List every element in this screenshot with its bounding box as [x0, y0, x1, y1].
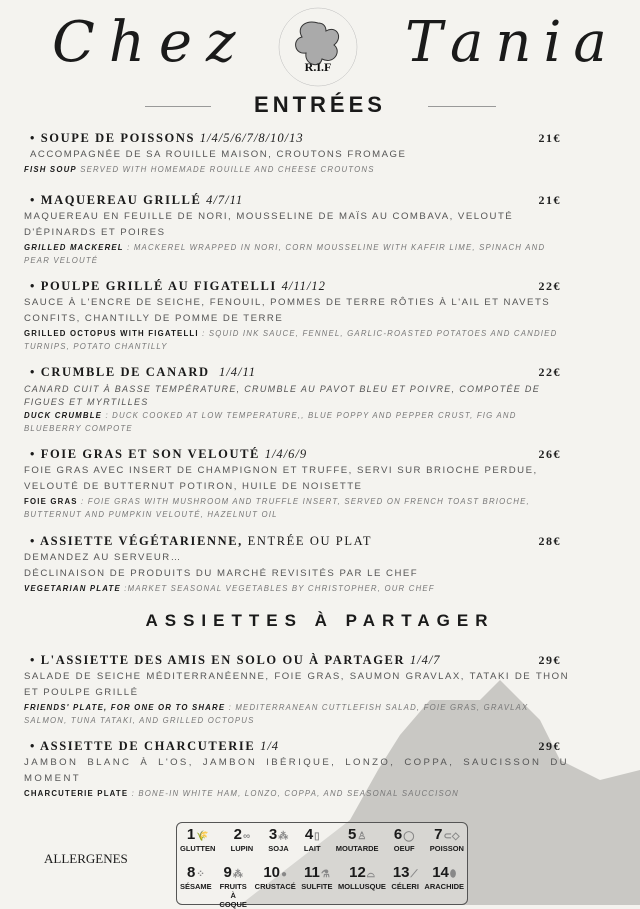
allergen-name: ARACHIDE — [424, 882, 464, 891]
item-price: 21€ — [538, 193, 561, 207]
item-description: SAUCE À L'ENCRE DE SEICHE, FENOUIL, POMMES DE TERRE RÔTIES À L'AIL ET NAVETS CONFITS, CHANTILLY DE POMME DE TERRE — [24, 297, 551, 324]
allergen-name: SOJA — [268, 844, 289, 853]
bullet: • — [30, 131, 41, 145]
shell-icon: ⌓ — [366, 869, 375, 880]
item-english: FISH SOUP SERVED WITH HOMEMADE ROUILLE AND CHEESE CROUTONS — [24, 165, 375, 174]
celery-icon: ⟋ — [410, 869, 418, 880]
svg-text:R.I.F: R.I.F — [304, 60, 332, 74]
menu-item: • MAQUEREAU GRILLÉ 4/7/11 21€ MAQUEREAU EN FEUILLE DE NORI, MOUSSELINE DE MAÏS AU COMBAVA, VELOUTÉ D'ÉPINARDS ET POIRES GRILLED MACKEREL : MACKEREL WRAPPED IN NORI, CORN MOUSSELINE WITH KAFFIR LIME, SPINACH AND PEAR VELOUTÉ — [24, 191, 569, 267]
item-description: DEMANDEZ AU SERVEUR… — [24, 552, 182, 563]
allergen-7 — [430, 826, 464, 853]
allergen-number: 13 — [392, 864, 410, 881]
shrimp-icon: ● — [281, 869, 288, 880]
item-description: MAQUEREAU EN FEUILLE DE NORI, MOUSSELINE DE MAÏS AU COMBAVA, VELOUTÉ D'ÉPINARDS ET POIRES — [24, 211, 514, 238]
allergen-number: 3 — [268, 826, 278, 843]
allergen-10 — [255, 864, 296, 891]
allergen-name: MOLLUSQUE — [338, 882, 386, 891]
item-allergens: 1/4/7 — [409, 653, 441, 667]
allergen-1 — [180, 826, 215, 853]
allergen-number: 4 — [304, 826, 314, 843]
allergen-3 — [268, 826, 288, 853]
allergen-14 — [424, 864, 464, 891]
allergen-13 — [391, 864, 419, 891]
item-name: SOUPE DE POISSONS — [40, 131, 196, 145]
allergen-5 — [336, 826, 379, 853]
item-name: ASSIETTE DE CHARCUTERIE — [40, 739, 256, 753]
item-price: 22€ — [538, 365, 561, 379]
allergen-number: 10 — [263, 864, 281, 881]
allergen-name: LAIT — [303, 844, 321, 853]
item-name: POULPE GRILLÉ AU FIGATELLI — [40, 279, 277, 293]
item-english: VEGETARIAN PLATE :MARKET SEASONAL VEGETABLES BY CHRISTOPHER, OUR CHEF — [24, 584, 435, 593]
allergen-name: MOUTARDE — [335, 844, 379, 853]
allergen-11 — [301, 864, 332, 891]
item-english: GRILLED OCTOPUS WITH FIGATELLI : SQUID INK SAUCE, FENNEL, GARLIC-ROASTED POTATOES AND CANDIED TURNIPS, POTATO CHANTILLY — [24, 329, 558, 351]
milk-icon: ▯ — [314, 831, 320, 842]
rif-logo — [276, 5, 360, 89]
menu-item: • ASSIETTE VÉGÉTARIENNE, ENTRÉE OU PLAT 28€ DEMANDEZ AU SERVEUR… DÉCLINAISON DE PRODUITS DU MARCHÉ REVISITÉS PAR LE CHEF VEGETARIAN PLATE :MARKET SEASONAL VEGETABLES BY CHRISTOPHER, OUR CHEF — [24, 532, 569, 595]
item-allergens: 1/4 — [260, 739, 280, 753]
item-name-suffix: ENTRÉE OU PLAT — [242, 534, 373, 548]
item-description: JAMBON BLANC À L'OS, JAMBON IBÉRIQUE, LONZO, COPPA, SAUCISSON DU MOMENT — [24, 757, 569, 784]
item-english: FOIE GRAS : FOIE GRAS WITH MUSHROOM AND TRUFFLE INSERT, SERVED ON FRENCH TOAST BRIOCHE, BUTTERNUT AND PUMPKIN VELOUTÉ, HAZELNUT OIL — [24, 497, 530, 519]
item-name: L'ASSIETTE DES AMIS EN SOLO OU À PARTAGER — [40, 653, 406, 667]
mustard-icon: ♙ — [357, 831, 367, 842]
allergen-number: 11 — [303, 864, 320, 881]
allergen-number: 2 — [233, 826, 242, 843]
egg-icon: ◯ — [403, 831, 415, 842]
item-price: 26€ — [538, 447, 561, 461]
allergen-number: 8 — [186, 864, 196, 881]
fish-icon: ⊂◇ — [443, 831, 460, 842]
allergen-4 — [304, 826, 321, 853]
allergen-number: 12 — [349, 864, 366, 881]
allergen-name: POISSON — [429, 844, 464, 853]
allergen-number: 14 — [432, 864, 449, 881]
item-description: CANARD CUIT À BASSE TEMPÉRATURE, CRUMBLE AU PAVOT BLEU ET POIVRE, COMPOTÉE DE FIGUES ET MYRTILLES — [24, 384, 541, 407]
allergen-8 — [180, 864, 212, 891]
allergen-name: CÉLERI — [391, 882, 419, 891]
item-price: 28€ — [538, 534, 561, 548]
allergens-row — [180, 826, 464, 864]
flask-icon: ⚗ — [320, 869, 330, 880]
item-allergens: 4/7/11 — [206, 193, 244, 207]
allergen-name: LUPIN — [230, 844, 254, 853]
lupin-icon: ∞ — [242, 831, 251, 842]
allergen-number: 7 — [434, 826, 443, 843]
item-english: FRIENDS' PLATE, FOR ONE OR TO SHARE : MEDITERRANEAN CUTTLEFISH SALAD, FOIE GRAS, GRAVLAX SALMON, TUNA TATAKI, AND GRILLED OCTOPUS — [24, 703, 529, 725]
allergen-6 — [394, 826, 415, 853]
item-description: FOIE GRAS AVEC INSERT DE CHAMPIGNON ET TRUFFE, SERVI SUR BRIOCHE PERDUE, VELOUTÉ DE BUTTERNUT POTIRON, HUILE DE NOISETTE — [24, 465, 538, 492]
menu-item: • L'ASSIETTE DES AMIS EN SOLO OU À PARTAGER 1/4/7 29€ SALADE DE SEICHE MÉDITERRANÉENNE, FOIE GRAS, SAUMON GRAVLAX, TATAKI DE THON ET POULPE GRILLÉ FRIENDS' PLATE, FOR ONE OR TO SHARE : MEDITERRANEAN CUTTLEFISH SALAD, FOIE GRAS, GRAVLAX SALMON, TUNA TATAKI, AND GRILLED OCTOPUS — [24, 653, 569, 725]
allergens-legend — [176, 822, 468, 909]
item-allergens: 4/11/12 — [281, 279, 326, 293]
menu-item: • POULPE GRILLÉ AU FIGATELLI 4/11/12 22€ SAUCE À L'ENCRE DE SEICHE, FENOUIL, POMMES DE TERRE RÔTIES À L'AIL ET NAVETS CONFITS, CHANTILLY DE POMME DE TERRE GRILLED OCTOPUS WITH FIGATELLI : SQUID INK SAUCE, FENNEL, GARLIC-ROASTED POTATOES AND CANDIED TURNIPS, POTATO CHANTILLY — [24, 277, 569, 353]
allergen-name: OEUF — [393, 844, 415, 853]
item-allergens: 1/4/11 — [219, 365, 257, 379]
allergen-number: 1 — [186, 826, 196, 843]
section-title-sharing: ASSIETTES À PARTAGER — [145, 611, 495, 630]
allergen-name: SULFITE — [301, 882, 333, 891]
item-description: SALADE DE SEICHE MÉDITERRANÉENNE, FOIE GRAS, SAUMON GRAVLAX, TATAKI DE THON ET POULPE GRILLÉ — [24, 671, 569, 698]
allergens-row — [180, 864, 464, 909]
title-chez: Chez — [52, 10, 250, 75]
soy-icon: ⁂ — [278, 831, 289, 842]
item-price: 21€ — [538, 131, 561, 145]
item-description: DÉCLINAISON DE PRODUITS DU MARCHÉ REVISITÉS PAR LE CHEF — [24, 568, 419, 579]
title-tania: Tania — [405, 10, 619, 75]
item-price: 22€ — [538, 279, 561, 293]
item-allergens: 1/4/5/6/7/8/10/13 — [199, 131, 304, 145]
item-name: CRUMBLE DE CANARD — [40, 365, 210, 379]
section-title-entrees: ENTRÉES — [254, 92, 386, 117]
item-price: 29€ — [538, 653, 561, 667]
allergen-number: 9 — [223, 864, 232, 881]
nut-icon: ⁂ — [232, 869, 243, 880]
item-name: ASSIETTE VÉGÉTARIENNE, — [40, 534, 243, 548]
item-name: MAQUEREAU GRILLÉ — [40, 193, 202, 207]
allergen-12 — [338, 864, 386, 891]
item-allergens: 1/4/6/9 — [264, 447, 308, 461]
item-description: ACCOMPAGNÉE DE SA ROUILLE MAISON, CROUTONS FROMAGE — [30, 149, 407, 160]
item-name: FOIE GRAS ET SON VELOUTÉ — [40, 447, 260, 461]
item-english: DUCK CRUMBLE : DUCK COOKED AT LOW TEMPERATURE,, BLUE POPPY AND PEPPER CRUST, FIG AND BLUEBERRY COMPOTE — [24, 411, 517, 433]
menu-item: • FOIE GRAS ET SON VELOUTÉ 1/4/6/9 26€ FOIE GRAS AVEC INSERT DE CHAMPIGNON ET TRUFFE, SERVI SUR BRIOCHE PERDUE, VELOUTÉ DE BUTTERNUT POTIRON, HUILE DE NOISETTE FOIE GRAS : FOIE GRAS WITH MUSHROOM AND TRUFFLE INSERT, SERVED ON FRENCH TOAST BRIOCHE, BUTTERNUT AND PUMPKIN VELOUTÉ, HAZELNUT OIL — [24, 445, 569, 521]
peanut-icon: ⬮ — [449, 869, 457, 880]
sesame-icon: ⁘ — [196, 869, 205, 880]
wheat-icon: 🌾 — [196, 831, 209, 842]
allergen-name: FRUITS À COQUE — [219, 882, 247, 909]
item-english: CHARCUTERIE PLATE : BONE-IN WHITE HAM, LONZO, COPPA, AND SEASONAL SAUCCISON — [24, 789, 459, 798]
menu-item — [24, 129, 569, 176]
allergen-number: 6 — [393, 826, 403, 843]
allergen-name: SÉSAME — [180, 882, 212, 891]
allergen-number: 5 — [348, 826, 357, 843]
allergen-9 — [217, 864, 249, 909]
item-price: 29€ — [538, 739, 561, 753]
allergen-name: CRUSTACÉ — [254, 882, 296, 891]
allergens-label: ALLERGENES — [44, 851, 128, 866]
menu-item: • CRUMBLE DE CANARD 1/4/11 22€ CANARD CUIT À BASSE TEMPÉRATURE, CRUMBLE AU PAVOT BLEU ET POIVRE, COMPOTÉE DE FIGUES ET MYRTILLES DUCK CRUMBLE : DUCK COOKED AT LOW TEMPERATURE,, BLUE POPPY AND PEPPER CRUST, FIG AND BLUEBERRY COMPOTE — [24, 363, 569, 435]
allergen-name: GLUTTEN — [180, 844, 216, 853]
allergen-2 — [231, 826, 254, 853]
item-english: GRILLED MACKEREL : MACKEREL WRAPPED IN NORI, CORN MOUSSELINE WITH KAFFIR LIME, SPINACH AND PEAR VELOUTÉ — [24, 243, 546, 265]
menu-item: • ASSIETTE DE CHARCUTERIE 1/4 29€ JAMBON BLANC À L'OS, JAMBON IBÉRIQUE, LONZO, COPPA, SAUCISSON DU MOMENT CHARCUTERIE PLATE : BONE-IN WHITE HAM, LONZO, COPPA, AND SEASONAL SAUCCISON — [24, 739, 569, 798]
